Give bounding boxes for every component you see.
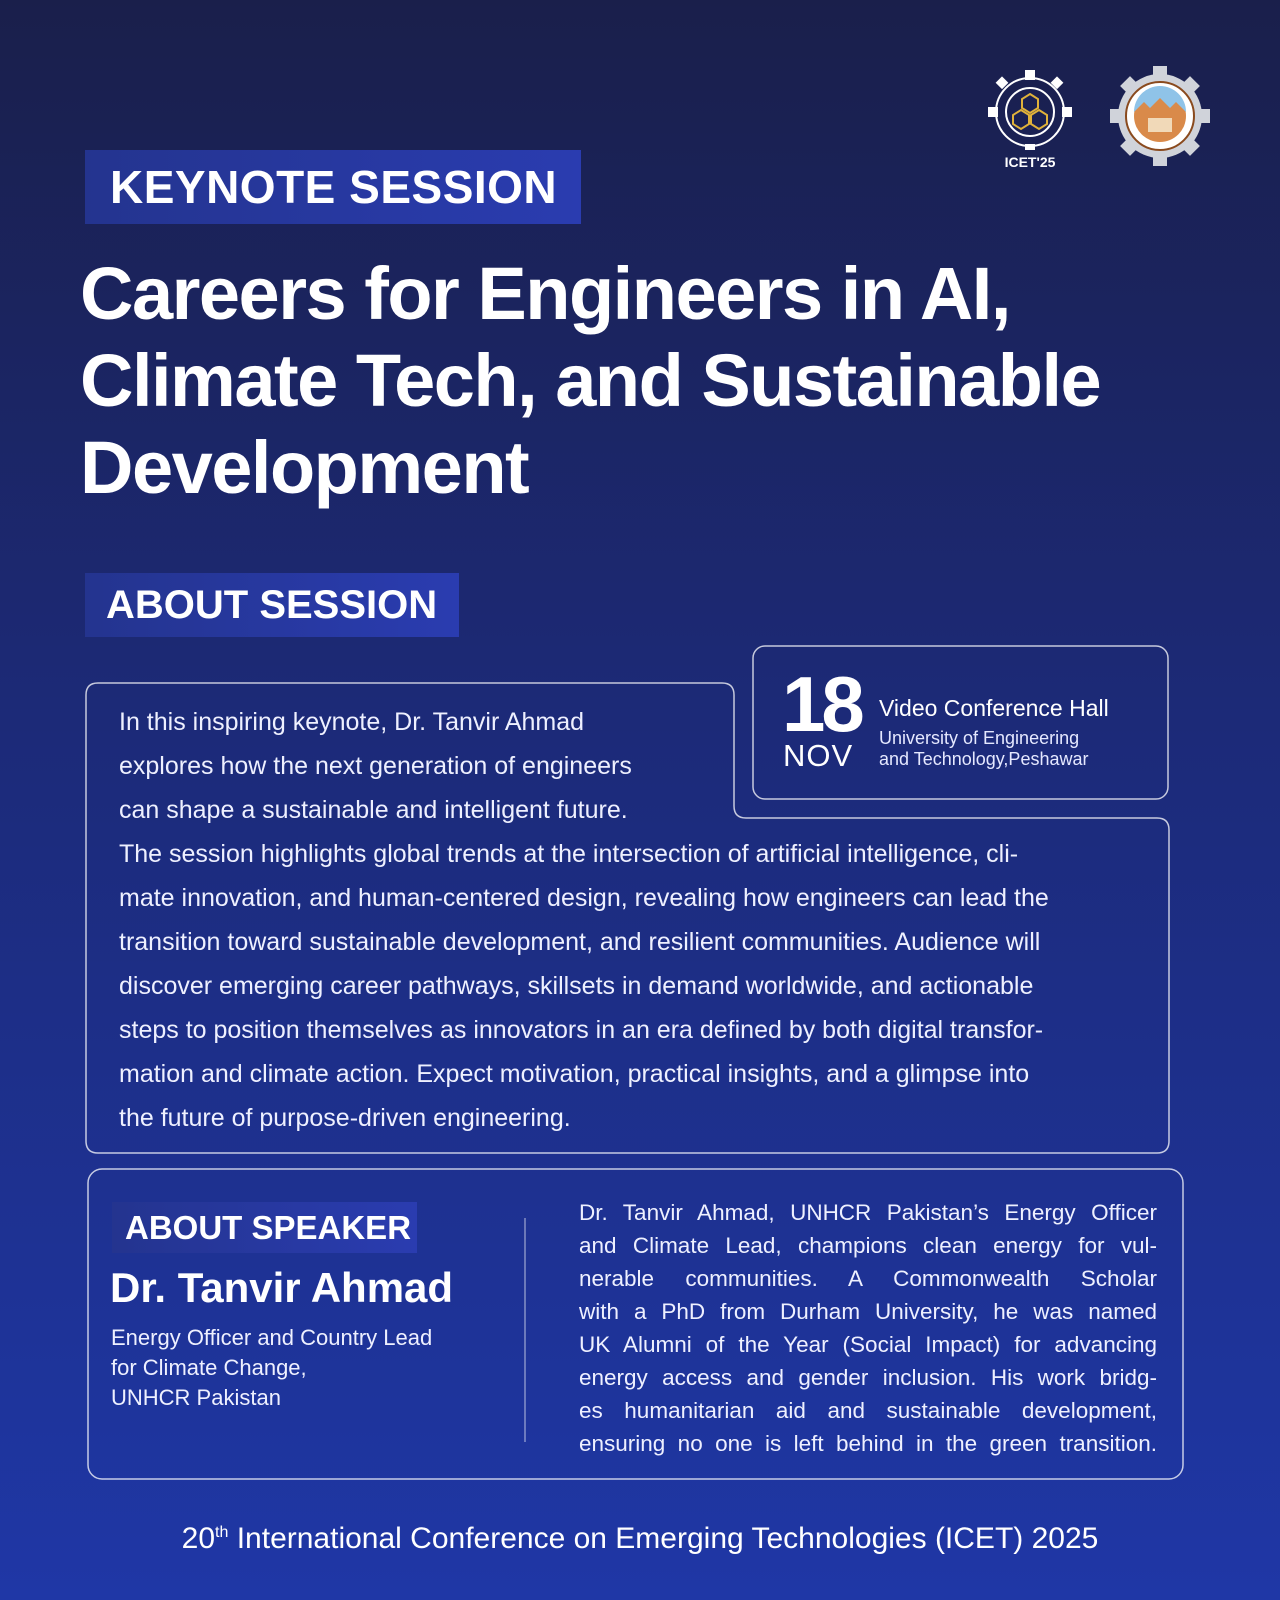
title-line: Development: [80, 426, 529, 509]
description-line: mation and climate action. Expect motivation, practical insights, and a glimpse into: [119, 1060, 1030, 1088]
role-line: for Climate Change,: [111, 1355, 307, 1380]
description-line: The session highlights global trends at the intersection of artificial intelligence, cli-: [119, 840, 1019, 868]
description-line: the future of purpose-driven engineering.: [119, 1104, 571, 1132]
footer-text: International Conference on Emerging Technologies (ICET) 2025: [228, 1522, 1099, 1555]
speaker-bio: [579, 1196, 1157, 1460]
logos: [980, 66, 1210, 170]
bio-line: with a PhD from Durham University, he was named: [579, 1299, 1157, 1324]
icet-logo-text: ICET'25: [1004, 154, 1056, 170]
footer-ordinal: 20: [181, 1522, 216, 1555]
venue-sub-line: and Technology,Peshawar: [879, 749, 1089, 769]
bio-line: nerable communities. A Commonwealth Scholar: [579, 1266, 1157, 1291]
bio-line: energy access and gender inclusion. His work bridg-: [579, 1365, 1157, 1390]
university-logo: [1110, 66, 1210, 166]
session-title: [80, 250, 1100, 511]
role-line: Energy Officer and Country Lead: [111, 1325, 433, 1350]
description-line: discover emerging career pathways, skillsets in demand worldwide, and actionable: [119, 972, 1034, 1000]
about-speaker-badge: ABOUT SPEAKER: [112, 1202, 417, 1253]
about-session-badge: ABOUT SESSION: [85, 573, 459, 637]
description-line: steps to position themselves as innovators in an era defined by both digital transfor-: [119, 1016, 1044, 1044]
footer-ordinal-suffix: th: [215, 1524, 229, 1541]
bio-line: ensuring no one is left behind in the green transition.: [579, 1431, 1157, 1456]
title-line: Careers for Engineers in AI,: [80, 252, 1010, 335]
event-month: NOV: [783, 738, 854, 773]
icet-logo: [980, 66, 1080, 170]
description-line: explores how the next generation of engineers: [119, 752, 632, 780]
bio-line: es humanitarian aid and sustainable development,: [579, 1398, 1157, 1423]
bio-line: and Climate Lead, champions clean energy for vul-: [579, 1233, 1157, 1258]
description-line: can shape a sustainable and intelligent future.: [119, 796, 628, 824]
event-day: 18: [782, 660, 861, 748]
description-line: mate innovation, and human-centered design, revealing how engineers can lead the: [119, 884, 1049, 912]
description-line: transition toward sustainable development, and resilient communities. Audience will: [119, 928, 1041, 956]
title-line: Climate Tech, and Sustainable: [80, 339, 1101, 422]
venue-name: Video Conference Hall: [879, 695, 1109, 721]
keynote-session-badge: KEYNOTE SESSION: [85, 150, 581, 224]
description-line: In this inspiring keynote, Dr. Tanvir Ahmad: [119, 708, 585, 736]
speaker-role: [111, 1323, 432, 1413]
venue-sub-line: University of Engineering: [879, 728, 1080, 748]
event-venue: [879, 695, 1109, 770]
speaker-name: Dr. Tanvir Ahmad: [110, 1264, 454, 1311]
conference-footer: [0, 1522, 1280, 1556]
role-line: UNHCR Pakistan: [111, 1385, 281, 1410]
bio-line: UK Alumni of the Year (Social Impact) for advancing: [579, 1332, 1157, 1357]
bio-line: Dr. Tanvir Ahmad, UNHCR Pakistan’s Energy Officer: [579, 1200, 1157, 1225]
speaker-divider: [524, 1218, 526, 1442]
